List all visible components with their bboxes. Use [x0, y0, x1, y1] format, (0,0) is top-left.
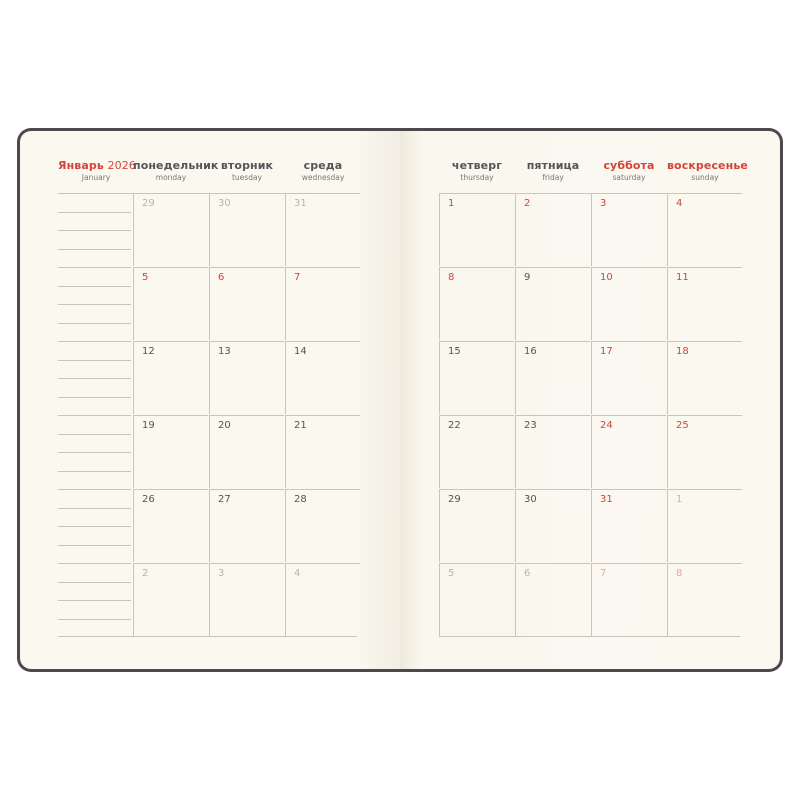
day-name-en: monday [155, 173, 187, 182]
day-name-ru: среда [303, 159, 343, 172]
day-number: 3 [218, 568, 225, 579]
month-year: 2026 [107, 159, 136, 172]
day-header-monday [133, 159, 219, 182]
day-cell[interactable] [515, 415, 590, 488]
day-cell[interactable] [591, 193, 666, 266]
day-header-saturday [591, 159, 667, 182]
month-header [58, 159, 134, 182]
day-cell[interactable] [439, 489, 514, 562]
day-number: 6 [218, 272, 225, 283]
day-cell[interactable] [209, 267, 284, 340]
grid-bottom-line [58, 636, 357, 637]
note-line [58, 619, 131, 620]
day-cell[interactable] [209, 193, 284, 266]
day-number: 5 [142, 272, 149, 283]
day-number: 29 [448, 494, 461, 505]
day-number: 12 [142, 346, 155, 357]
grid-top-line [439, 193, 740, 194]
day-cell[interactable] [667, 489, 742, 562]
day-cell[interactable] [133, 489, 208, 562]
note-line [58, 360, 131, 361]
note-line [58, 471, 131, 472]
day-number: 4 [676, 198, 683, 209]
day-name-en: wednesday [301, 173, 345, 182]
day-name-en: thursday [460, 173, 494, 182]
day-number: 3 [600, 198, 607, 209]
day-name-ru: воскресенье [667, 159, 748, 172]
day-name-en: tuesday [231, 173, 262, 182]
note-line [58, 323, 131, 324]
day-cell[interactable] [133, 415, 208, 488]
day-cell[interactable] [591, 267, 666, 340]
note-line [58, 341, 131, 342]
note-line [58, 434, 131, 435]
day-cell[interactable] [439, 341, 514, 414]
day-number: 27 [218, 494, 231, 505]
day-cell[interactable] [591, 341, 666, 414]
day-header-tuesday [209, 159, 285, 182]
day-number: 15 [448, 346, 461, 357]
day-number: 30 [218, 198, 231, 209]
note-line [58, 600, 131, 601]
day-name-ru: суббота [603, 159, 655, 172]
note-line [58, 526, 131, 527]
day-cell[interactable] [591, 415, 666, 488]
day-number: 31 [294, 198, 307, 209]
note-line [58, 545, 131, 546]
day-cell[interactable] [591, 489, 666, 562]
day-header-friday [515, 159, 591, 182]
day-number: 19 [142, 420, 155, 431]
day-cell[interactable] [133, 563, 208, 636]
day-header-sunday [667, 159, 748, 182]
day-name-ru: понедельник [133, 159, 219, 172]
day-cell[interactable] [285, 489, 360, 562]
day-cell[interactable] [667, 341, 742, 414]
day-cell[interactable] [591, 563, 666, 636]
day-number: 9 [524, 272, 531, 283]
note-line [58, 304, 131, 305]
note-line [58, 397, 131, 398]
day-number: 20 [218, 420, 231, 431]
day-number: 4 [294, 568, 301, 579]
day-cell[interactable] [285, 193, 360, 266]
day-name-en: saturday [612, 173, 646, 182]
day-cell[interactable] [133, 267, 208, 340]
note-line [58, 230, 131, 231]
day-cell[interactable] [209, 415, 284, 488]
day-cell[interactable] [667, 563, 742, 636]
day-number: 16 [524, 346, 537, 357]
day-number: 25 [676, 420, 689, 431]
day-number: 24 [600, 420, 613, 431]
day-number: 31 [600, 494, 613, 505]
day-cell[interactable] [133, 193, 208, 266]
day-name-ru: четверг [451, 159, 503, 172]
day-cell[interactable] [439, 563, 514, 636]
day-number: 18 [676, 346, 689, 357]
day-cell[interactable] [209, 489, 284, 562]
note-line [58, 582, 131, 583]
note-line [58, 286, 131, 287]
day-number: 7 [600, 568, 607, 579]
note-line [58, 452, 131, 453]
day-number: 26 [142, 494, 155, 505]
month-title-en: January [81, 173, 111, 182]
day-cell[interactable] [285, 563, 360, 636]
day-number: 2 [142, 568, 149, 579]
day-number: 14 [294, 346, 307, 357]
day-name-en: sunday [691, 173, 719, 182]
grid-bottom-line [439, 636, 740, 637]
day-number: 1 [676, 494, 683, 505]
day-number: 30 [524, 494, 537, 505]
note-line [58, 378, 131, 379]
day-number: 1 [448, 198, 455, 209]
day-cell[interactable] [667, 267, 742, 340]
day-cell[interactable] [439, 415, 514, 488]
day-cell[interactable] [515, 267, 590, 340]
day-header-thursday [439, 159, 515, 182]
day-cell[interactable] [515, 341, 590, 414]
day-number: 21 [294, 420, 307, 431]
note-line [58, 489, 131, 490]
day-cell[interactable] [133, 341, 208, 414]
day-name-ru: вторник [220, 159, 274, 172]
grid-top-line [58, 193, 357, 194]
day-cell[interactable] [285, 341, 360, 414]
day-number: 17 [600, 346, 613, 357]
note-line [58, 249, 131, 250]
day-cell[interactable] [439, 193, 514, 266]
day-name-en: friday [542, 173, 564, 182]
day-cell[interactable] [285, 415, 360, 488]
day-number: 8 [448, 272, 455, 283]
day-number: 22 [448, 420, 461, 431]
note-line [58, 508, 131, 509]
day-cell[interactable] [439, 267, 514, 340]
day-cell[interactable] [515, 193, 590, 266]
note-line [58, 563, 131, 564]
day-cell[interactable] [667, 415, 742, 488]
day-number: 5 [448, 568, 455, 579]
day-number: 2 [524, 198, 531, 209]
note-line [58, 415, 131, 416]
day-name-ru: пятница [526, 159, 580, 172]
day-header-wednesday [285, 159, 361, 182]
day-cell[interactable] [285, 267, 360, 340]
day-number: 10 [600, 272, 613, 283]
day-cell[interactable] [515, 489, 590, 562]
day-cell[interactable] [667, 193, 742, 266]
month-title: Январь 2026 [58, 159, 136, 172]
day-number: 8 [676, 568, 683, 579]
day-number: 13 [218, 346, 231, 357]
day-number: 29 [142, 198, 155, 209]
note-line [58, 267, 131, 268]
day-number: 7 [294, 272, 301, 283]
day-number: 6 [524, 568, 531, 579]
day-cell[interactable] [209, 341, 284, 414]
day-number: 23 [524, 420, 537, 431]
day-cell[interactable] [209, 563, 284, 636]
day-number: 11 [676, 272, 689, 283]
day-cell[interactable] [515, 563, 590, 636]
note-line [58, 212, 131, 213]
day-number: 28 [294, 494, 307, 505]
